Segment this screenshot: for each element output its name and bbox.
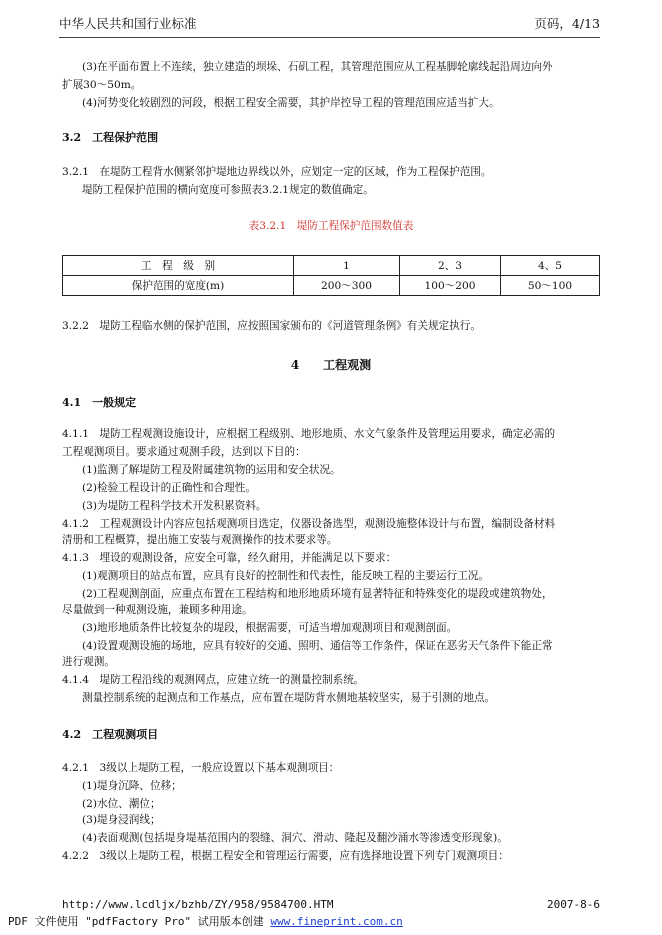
table-cell: 50～100 [501,276,600,296]
clause-4-1-3: 4.1.3 埋设的观测设备，应安全可靠，经久耐用，并能满足以下要求： [62,552,397,564]
table-cell: 4、5 [501,256,600,276]
protection-range-table [62,255,600,296]
clause-4-2-1-item-2: (2)水位、潮位； [82,798,161,810]
clause-4-2-1: 4.2.1 3级以上堤防工程，一般应设置以下基本观测项目： [62,762,340,774]
header-title: 中华人民共和国行业标准 [59,16,197,31]
chapter-4-title: 4 工程观测 [290,358,372,372]
clause-4-1-1-item-2: (2)检验工程设计的正确性和合理性。 [82,482,256,494]
intro-item-3-line-2: 扩展30～50m。 [62,79,142,91]
clause-4-2-2: 4.2.2 3级以上堤防工程，根据工程安全和管理运行需要，应有选择地设置下列专门观测项目： [62,850,509,862]
section-4-2-title: 4.2 工程观测项目 [62,728,159,741]
clause-3-2-2: 3.2.2 堤防工程临水侧的保护范围，应按照国家颁布的《河道管理条例》有关规定执行。 [62,320,481,332]
clause-4-1-3-item-4-line-1: (4)设置观测设施的场地，应具有较好的交通、照明、通信等工作条件，保证在恶劣天气条件下能正常 [82,640,553,652]
clause-4-1-1-line-2: 工程观测项目。要求通过观测手段，达到以下目的： [62,446,306,458]
table-header-row [63,256,600,276]
clause-4-1-3-item-2-line-2: 尽量做到一种观测设施，兼顾多种用途。 [62,604,253,616]
table-cell: 保护范围的宽度(m) [63,276,294,296]
clause-4-1-1-item-3: (3)为堤防工程科学技术开发积累资料。 [82,500,267,512]
table-cell: 2、3 [400,256,501,276]
clause-4-2-1-item-1: (1)堤身沉降、位移； [82,780,182,792]
section-3-2-title: 3.2 工程保护范围 [62,131,159,144]
pdf-watermark [8,913,403,929]
footer-date: 2007-8-6 [547,898,600,911]
clause-4-2-1-item-4: (4)表面观测(包括堤身堤基范围内的裂缝、洞穴、滑动、隆起及翻沙涌水等渗透变形现象)。 [82,832,508,844]
pdf-watermark-text: PDF 文件使用 "pdfFactory Pro" 试用版本创建 [8,915,271,928]
table-cell: 100～200 [400,276,501,296]
footer-url: http://www.lcdljx/bzhb/ZY/958/9584700.HTM [62,898,334,911]
clause-3-2-1-note: 堤防工程保护范围的横向宽度可参照表3.2.1规定的数值确定。 [82,184,374,196]
clause-4-1-3-item-4-line-2: 进行观测。 [62,656,115,668]
pdf-watermark-link[interactable]: www.fineprint.com.cn [270,915,403,928]
clause-4-1-3-item-3: (3)地形地质条件比较复杂的堤段，根据需要，可适当增加观测项目和观测剖面。 [82,622,458,634]
intro-item-3-line-1: (3)在平面布置上不连续，独立建造的坝垛、石矶工程，其管理范围应从工程基脚轮廓线起沿周边向外 [82,61,553,73]
table-cell: 1 [294,256,400,276]
table-row [63,276,600,296]
clause-4-2-1-item-3: (3)堤身浸润线； [82,814,161,826]
clause-4-1-1-item-1: (1)监测了解堤防工程及附属建筑物的运用和安全状况。 [82,464,341,476]
table-cell: 200～300 [294,276,400,296]
clause-3-2-1: 3.2.1 在堤防工程背水侧紧邻护堤地边界线以外，应划定一定的区域，作为工程保护范围。 [62,166,492,178]
clause-4-1-2-line-1: 4.1.2 工程观测设计内容应包括观测项目选定，仪器设备选型，观测设施整体设计与布置，编制设备材料 [62,518,556,530]
section-4-1-title: 4.1 一般规定 [62,396,137,409]
table-cell: 工 程 级 别 [63,256,294,276]
clause-4-1-3-item-2-line-1: (2)工程观测剖面，应重点布置在工程结构和地形地质环境有显著特征和特殊变化的堤段或建筑物处， [82,588,553,600]
header-page-number: 页码，4/13 [534,16,600,31]
clause-4-1-4: 4.1.4 堤防工程沿线的观测网点，应建立统一的测量控制系统。 [62,674,365,686]
header-divider [59,37,600,38]
intro-item-4: (4)河势变化较剧烈的河段，根据工程安全需要，其护岸控导工程的管理范围应适当扩大。 [82,97,500,109]
page-header [59,14,600,36]
table-caption: 表3.2.1 堤防工程保护范围数值表 [248,220,414,232]
clause-4-1-1-line-1: 4.1.1 堤防工程观测设施设计，应根据工程级别、地形地质、水文气象条件及管理运用要求，确定必需的 [62,428,556,440]
clause-4-1-4-note: 测量控制系统的起测点和工作基点，应布置在堤防背水侧地基较坚实，易于引测的地点。 [82,692,496,704]
clause-4-1-3-item-1: (1)观测项目的站点布置，应具有良好的控制性和代表性，能反映工程的主要运行工况。 [82,570,489,582]
clause-4-1-2-line-2: 清册和工程概算，提出施工安装与观测操作的技术要求等。 [62,534,338,546]
